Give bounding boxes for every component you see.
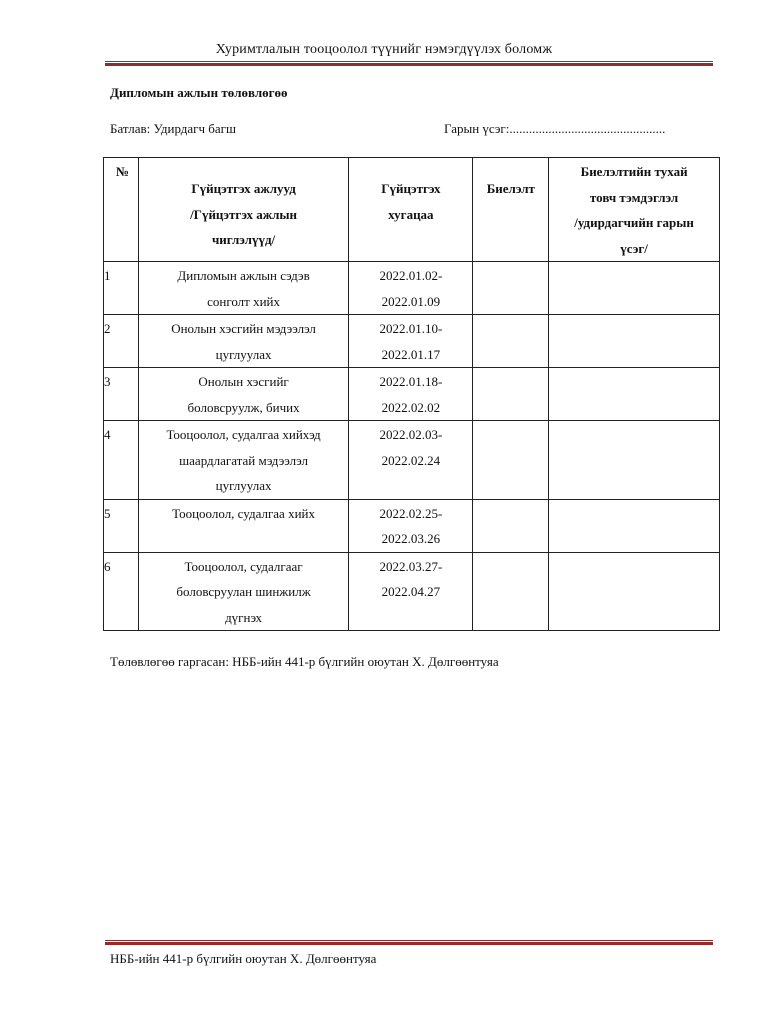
prepared-by-line: Төлөвлөгөө гаргасан: НББ-ийн 441-р бүлгийн оюутан Х. Дөлгөөнтуяа	[110, 654, 499, 669]
row-note	[549, 499, 720, 552]
row-no: 5	[104, 499, 139, 552]
row-date: 2022.02.03- 2022.02.24	[349, 421, 473, 500]
footer-rule	[105, 940, 713, 945]
row-task: Тооцоолол, судалгаа хийх	[138, 499, 348, 552]
row-done	[473, 315, 549, 368]
row-task: Дипломын ажлын сэдэв сонголт хийх	[138, 262, 348, 315]
header-rule-thick	[105, 63, 713, 66]
header-task: Гүйцэтгэх ажлууд /Гүйцэтгэх ажлын чиглэлүүд/	[138, 158, 348, 262]
approve-label: Батлав: Удирдагч багш	[110, 121, 237, 136]
row-task: Онолын хэсгийг боловсруулж, бичих	[138, 368, 348, 421]
row-note	[549, 421, 720, 500]
table-row	[104, 315, 720, 368]
row-note	[549, 262, 720, 315]
row-no: 2	[104, 315, 139, 368]
row-note	[549, 315, 720, 368]
row-date: 2022.02.25- 2022.03.26	[349, 499, 473, 552]
table-row	[104, 421, 720, 500]
row-no: 4	[104, 421, 139, 500]
row-done	[473, 421, 549, 500]
table-header-row	[104, 158, 720, 262]
table-body	[104, 262, 720, 631]
row-done	[473, 552, 549, 631]
row-date: 2022.03.27- 2022.04.27	[349, 552, 473, 631]
row-date: 2022.01.02- 2022.01.09	[349, 262, 473, 315]
row-done	[473, 499, 549, 552]
header-date: Гүйцэтгэх хугацаа	[349, 158, 473, 262]
running-title: Хуримтлалын тооцоолол түүнийг нэмэгдүүлэх боломж	[215, 42, 553, 57]
row-date: 2022.01.18- 2022.02.02	[349, 368, 473, 421]
table-row	[104, 262, 720, 315]
row-no: 1	[104, 262, 139, 315]
work-plan-table	[103, 157, 720, 631]
table-row	[104, 499, 720, 552]
row-task: Онолын хэсгийн мэдээлэл цуглуулах	[138, 315, 348, 368]
row-no: 6	[104, 552, 139, 631]
row-task: Тооцоолол, судалгаа хийхэд шаардлагатай мэдээлэл цуглуулах	[138, 421, 348, 500]
approval-line	[110, 121, 720, 137]
header-done: Биелэлт	[473, 158, 549, 262]
footer-text: НББ-ийн 441-р бүлгийн оюутан Х. Дөлгөөнтуяа	[110, 951, 377, 966]
signature-label: Гарын үсэг:................................................	[444, 121, 666, 136]
row-task: Тооцоолол, судалгааг боловсруулан шинжилж дүгнэх	[138, 552, 348, 631]
row-done	[473, 368, 549, 421]
row-note	[549, 552, 720, 631]
footer-rule-thick	[105, 942, 713, 945]
row-note	[549, 368, 720, 421]
header-rule-thin	[105, 61, 713, 62]
header-note: Биелэлтийн тухай товч тэмдэглэл /удирдагчийн гарын үсэг/	[549, 158, 720, 262]
table-row	[104, 552, 720, 631]
footer-rule-thin	[105, 940, 713, 941]
row-done	[473, 262, 549, 315]
table-row	[104, 368, 720, 421]
document-title: Дипломын ажлын төлөвлөгөө	[110, 85, 288, 100]
header-no: №	[104, 158, 139, 262]
row-date: 2022.01.10- 2022.01.17	[349, 315, 473, 368]
row-no: 3	[104, 368, 139, 421]
header-rule	[105, 61, 713, 66]
